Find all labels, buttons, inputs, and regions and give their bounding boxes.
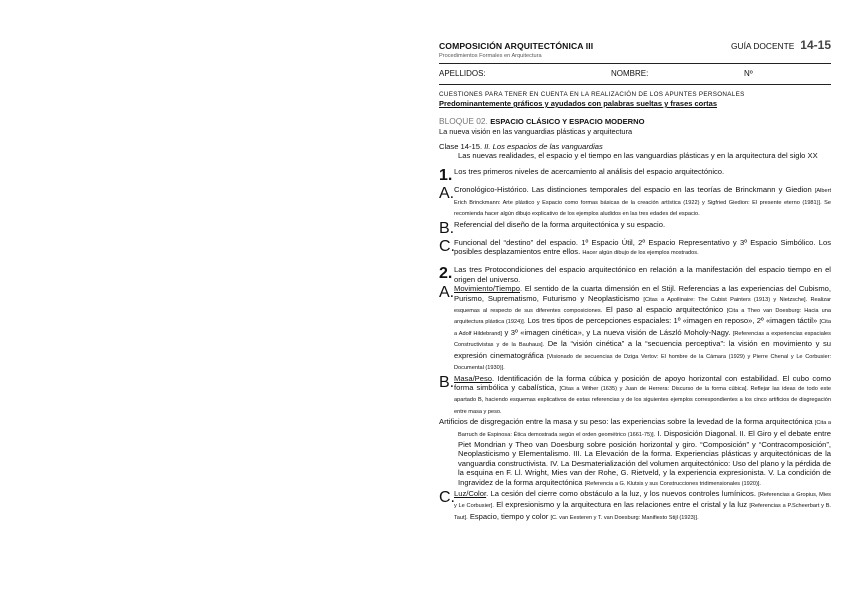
section-1-c-main: Funcional del “destino” del espacio. 1º Espacio Útil, 2º Espacio Representativo y 3º Espacio Simbólico. Los posibles desplazamientos entre ellos. <box>454 237 831 257</box>
section-2-c-note2: [Referencias a P.Scheerbart y B. Taut]. <box>454 503 831 521</box>
bloque-subtitle: La nueva visión en las vanguardias plásticas y arquitectura <box>439 127 633 136</box>
clase-prefix: Clase 14-15. <box>439 142 483 151</box>
number-field: Nº <box>744 69 753 78</box>
artificios-main2: I. Disposición Diagonal. II. El Giro y el debate entre Piet Mondrian y Theo van Doesburg sobre posición horizontal y giro. “Composición” y “Contracomposición”, Neoplasticismo y Elementalismo. III. La Elevación de la forma. Experiencias plásticas y arquitectónicas de la vanguardia constructivista. IV. La Desmaterialización del volumen arquitectónico: Uso del plano y la pérdida de la esquina en F. Ll. Wright, Mies van der Rohe, G. Rietveld, y la experiencia expresionista. V. La condición de Ingravidez de la forma arquitectónica <box>458 428 831 487</box>
section-2-c-main1: . La cesión del cierre como obstáculo a la luz, y los nuevos controles lumínicos. <box>486 488 756 498</box>
section-2-b <box>439 374 831 418</box>
clase-title: II. Los espacios de las vanguardias <box>484 142 603 151</box>
section-2-a-main2: El paso al espacio arquitectónico <box>605 305 724 315</box>
clase-intro-text: Las nuevas realidades, el espacio y el tiempo en las vanguardias plásticas y en la arquitectura del siglo XX <box>458 151 818 160</box>
section-1-c-text <box>454 238 831 259</box>
artificios-paragraph <box>439 417 831 489</box>
header <box>439 38 831 52</box>
section-2-a-label: A. <box>439 284 455 302</box>
questions-subheading: Predominantemente gráficos y ayudados con palabras sueltas y frases cortas <box>439 99 718 108</box>
section-1-number: 1. <box>439 167 453 185</box>
section-2-c-label: C. <box>439 488 455 506</box>
section-1-b-label: B. <box>439 219 455 237</box>
section-1-c-note: Hacer algún dibujo de los ejemplos mostrados. <box>582 250 699 257</box>
nombre-field: NOMBRE: <box>611 69 649 78</box>
section-2-text: Las tres Protocondiciones del espacio arquitectónico en relación a la manifestación del espacio tiempo en el origen del universo. <box>454 265 831 284</box>
section-1-a-main: Cronológico-Histórico. Las distinciones temporales del espacio en las teorías de Brinckmann y Giedion <box>454 185 812 195</box>
guide-year: 14-15 <box>800 38 831 52</box>
fields-rule <box>439 84 831 85</box>
section-2-c-main3: Espacio, tiempo y color <box>469 511 549 521</box>
course-subtitle: Procedimientos Formales en Arquitectura <box>439 53 542 59</box>
section-2-c-note3: [C. van Eesteren y T. van Doesburg: Manifiesto Stijl (1923)]. <box>550 514 699 521</box>
section-2-a-note3: [Cita a Adolf Hildebrand] <box>454 319 831 337</box>
section-2-b-text <box>454 374 831 418</box>
guide-label-text: GUÍA DOCENTE <box>731 41 795 51</box>
bloque-heading <box>439 116 831 126</box>
section-2-a-main4: y 3º «imagen cinética», y La nueva visión de László Moholy-Nagy. <box>504 327 731 337</box>
masa-peso-title: Masa/Peso <box>454 373 492 383</box>
section-2-b-main1: . Identificación de la forma cúbica y posición de apoyo horizontal con estabilidad. El cubo como forma simbólica y cabalística, <box>454 373 831 392</box>
section-2-c-main2: El expresionismo y la arquitectura en las relaciones entre el cristal y la luz <box>496 500 748 510</box>
section-2-b-note1: [Citas a Wither (1635) y Juan de Herrera: Discurso de la forma cúbica]. Reflejar las ideas de todo este apartado B, haciendo esquemas explicativos de estas referencias y de los siguientes ejemplos correspondientes a los cinco artificios de disgregación entre masa y peso. <box>454 385 831 415</box>
section-2-a <box>439 284 831 373</box>
artificios-note2: [Referencia a G. Klutsis y sus Construcciones tridimensionales (1920)]. <box>584 480 761 487</box>
section-2-a-main5: De la “visión cinética” a la “secuencia perceptiva”: la visión en movimiento y su expresión cinematográfica <box>454 339 831 360</box>
course-title: COMPOSICIÓN ARQUITECTÓNICA III <box>439 41 594 51</box>
bloque-title: ESPACIO CLÁSICO Y ESPACIO MODERNO <box>490 117 645 126</box>
section-1-a-text <box>454 185 831 219</box>
section-1-b <box>439 220 831 238</box>
section-1-c <box>439 238 831 259</box>
section-1-c-label: C. <box>439 237 455 255</box>
apellidos-field: APELLIDOS: <box>439 69 486 78</box>
document-page <box>439 38 831 523</box>
artificios-main1: Artificios de disgregación entre la masa y su peso: las experiencias sobre la levedad de la forma arquitectónica <box>439 417 813 427</box>
section-2-number: 2. <box>439 265 453 283</box>
bloque-number: BLOQUE 02. <box>439 116 488 126</box>
luz-color-title: Luz/Color <box>454 488 487 498</box>
guide-label <box>731 38 831 52</box>
clase-intro <box>439 151 831 160</box>
section-2-b-label: B. <box>439 373 455 391</box>
section-1 <box>439 167 831 185</box>
section-1-text: Los tres primeros niveles de acercamiento al análisis del espacio arquitectónico. <box>454 167 725 177</box>
clase-heading <box>439 142 831 151</box>
student-fields <box>439 64 831 80</box>
section-2-a-main1: . El sentido de la cuarta dimensión en el Stijl. Referencias a las experiencias del Cubismo, Purismo, Suprematismo, Futurismo y Neoplasticismo <box>454 284 831 303</box>
artificios-note1: [Cita a Barruch de Espinosa: Ética demostrada según el orden geométrico (1661-75)]. <box>458 420 831 438</box>
section-2-c-note1: [Referencias a Gropius, Mies y Le Corbusier]. <box>454 491 831 510</box>
section-2 <box>439 265 831 284</box>
section-2-a-text <box>454 284 831 373</box>
movimiento-tiempo-title: Movimiento/Tiempo <box>454 284 520 294</box>
section-1-a-label: A. <box>439 185 455 203</box>
section-1-a-note: [Albert Erich Brinckmann: Arte plástico y Espacio como formas básicas de la creación artística (1922) y Sigfried Giedion: El presente eterno (1981)]. Se recomienda hacer algún dibujo explicativo de los ejemplos aludidos en las tres edades del espacio. <box>454 188 831 218</box>
section-2-a-note2: [Cita a Theo van Doesburg: Hacia una arquitectura plástica (1924)]. <box>454 308 831 326</box>
section-2-a-note5: [Visionado de secuencias de Dziga Vertov: El hombre de la Cámara (1929) y Pierre Chenal y Le Corbusier: Documental (1930)]. <box>454 353 831 372</box>
questions-heading: CUESTIONES PARA TENER EN CUENTA EN LA REALIZACIÓN DE LOS APUNTES PERSONALES <box>439 91 745 98</box>
section-2-c <box>439 489 831 523</box>
section-2-a-main3: Los tres tipos de percepciones espaciales: 1º «imagen en reposo», 2º «imagen táctil» <box>527 316 818 326</box>
section-2-a-note4: [Referencias a experiencias espaciales Constructivistas y de la Bauhaus]. <box>454 330 831 349</box>
section-2-a-note1: [Citas a Apollinaire: The Cubist Painters (1913) y Nietzsche]. Realizar esquemas al respecto de sus diferentes composiciones. <box>454 296 831 315</box>
section-2-c-text <box>454 489 831 523</box>
section-1-a <box>439 185 831 219</box>
section-1-b-text: Referencial del diseño de la forma arquitectónica y su espacio. <box>454 219 666 229</box>
